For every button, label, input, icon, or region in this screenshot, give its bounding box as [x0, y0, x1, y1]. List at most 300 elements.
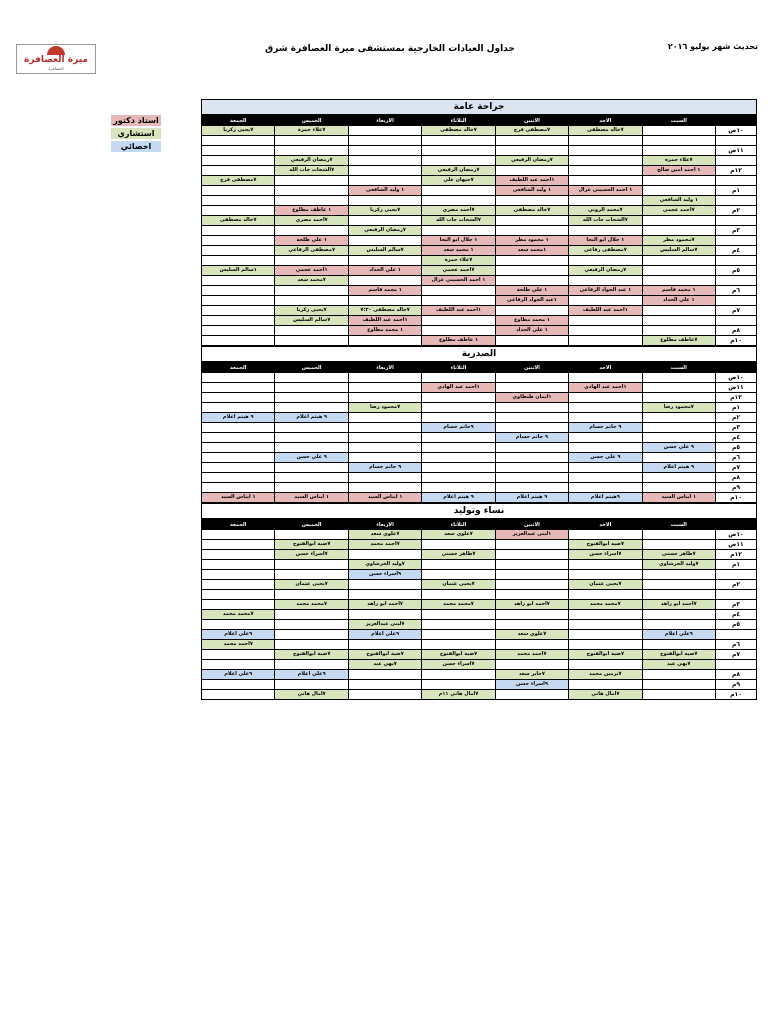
schedule-cell [275, 630, 348, 640]
schedule-cell [569, 156, 642, 166]
schedule-cell [422, 473, 495, 483]
schedule-cell: ٩ هيثم اعلام [202, 413, 275, 423]
logo-emblem-icon [47, 46, 65, 55]
schedule-cell [569, 403, 642, 413]
schedule-cell: ٧جيهان علي [422, 176, 495, 186]
schedule-cell [642, 176, 715, 186]
schedule-cell: ٧امال هاني [275, 690, 348, 700]
schedule-cell: ٧احمد ابو زاهد [642, 600, 715, 610]
schedule-cell [642, 266, 715, 276]
schedule-cell: ١احمد عبد الهادي [422, 383, 495, 393]
schedule-cell: ٧الشحات جاب الله [569, 216, 642, 226]
time-slot: ١٠م [716, 336, 757, 346]
table-row [202, 373, 757, 383]
schedule-cell [569, 146, 642, 156]
schedule-table [201, 115, 757, 346]
schedule-cell: ٧ضية ابوالفتوح [422, 650, 495, 660]
schedule-cell [642, 413, 715, 423]
schedule-cell [202, 680, 275, 690]
schedule-cell: ٧احمد محمد [202, 640, 275, 650]
schedule-cell [275, 286, 348, 296]
time-slot: ١م [716, 403, 757, 413]
schedule-cell: ٧وليد الخرشاوي [348, 560, 421, 570]
schedule-cell [422, 326, 495, 336]
schedule-cell [642, 580, 715, 590]
schedule-cell [642, 146, 715, 156]
schedule-cell [495, 620, 568, 630]
schedule-cell [202, 246, 275, 256]
time-slot: ٢م [716, 206, 757, 216]
schedule-cell [642, 126, 715, 136]
time-slot: ١٢م [716, 393, 757, 403]
schedule-cell [275, 383, 348, 393]
schedule-cell: ٧يحيى زكريا [275, 306, 348, 316]
page-title: جداول العيادات الخارجية بمستشفى ميرة العصافرة شرق [265, 44, 515, 54]
schedule-cell: ٧رمضان الرفيعي [495, 156, 568, 166]
legend-consultant: استشاري [111, 128, 161, 139]
day-header: الخميس [275, 363, 348, 373]
schedule-cell [495, 336, 568, 346]
schedule-cell [569, 276, 642, 286]
schedule-cell [202, 236, 275, 246]
schedule-cell [495, 590, 568, 600]
schedule-cell [275, 423, 348, 433]
schedule-cell [495, 550, 568, 560]
table-row [202, 570, 757, 580]
schedule-cell: ١ ايناس السيد [275, 493, 348, 503]
schedule-cell [275, 570, 348, 580]
schedule-cell [348, 453, 421, 463]
schedule-cell [202, 443, 275, 453]
table-row [202, 246, 757, 256]
schedule-cell: ١ عبد الجواد الرفاعي [569, 286, 642, 296]
schedule-cell: ٩هيثم اعلام [569, 493, 642, 503]
schedule-cell [348, 373, 421, 383]
day-header: الجمعة [202, 520, 275, 530]
table-row [202, 690, 757, 700]
schedule-cell: ٩علي اعلام [202, 630, 275, 640]
schedule-cell: ١ايمان طنطاوي [495, 393, 568, 403]
schedule-cell [275, 256, 348, 266]
schedule-cell [495, 146, 568, 156]
table-row [202, 206, 757, 216]
schedule-cell: ٧مصطفى فرج [202, 176, 275, 186]
schedule-cell: ٧مصطفى الرفاعي [275, 246, 348, 256]
table-row [202, 493, 757, 503]
schedule-cell [569, 630, 642, 640]
schedule-cell [202, 196, 275, 206]
schedule-cell [642, 306, 715, 316]
time-slot: ١١ص [716, 146, 757, 156]
schedule-cell [495, 226, 568, 236]
schedule-cell [569, 296, 642, 306]
schedule-cell: ١ ايناس السيد [642, 493, 715, 503]
time-slot: ١م [716, 186, 757, 196]
schedule-cell: ٩ حاتم حسام [348, 463, 421, 473]
day-header: السبت [642, 363, 715, 373]
time-slot: ٦م [716, 453, 757, 463]
schedule-cell [348, 393, 421, 403]
schedule-cell [202, 580, 275, 590]
table-row [202, 443, 757, 453]
schedule-cell [569, 373, 642, 383]
table-row [202, 453, 757, 463]
schedule-cell [275, 373, 348, 383]
table-row [202, 540, 757, 550]
schedule-cell [569, 413, 642, 423]
time-slot [716, 296, 757, 306]
table-row [202, 680, 757, 690]
schedule-cell: ٩ هيثم اعلام [495, 493, 568, 503]
time-slot [716, 316, 757, 326]
schedule-cell [495, 216, 568, 226]
time-slot: ١٢م [716, 550, 757, 560]
schedule-cell: ١احمد عبد اللطيف [422, 306, 495, 316]
schedule-cell: ٧علاء حمزة [642, 156, 715, 166]
table-row [202, 423, 757, 433]
table-row [202, 610, 757, 620]
time-slot: ١٠ص [716, 126, 757, 136]
time-slot: ١٠م [716, 690, 757, 700]
schedule-cell [495, 266, 568, 276]
schedule-cell [569, 433, 642, 443]
time-slot: ٩م [716, 483, 757, 493]
table-row [202, 236, 757, 246]
schedule-cell [348, 166, 421, 176]
schedule-cell [642, 433, 715, 443]
schedule-cell [569, 196, 642, 206]
schedule-cell [422, 316, 495, 326]
schedule-cell: ١ علي الحداد [495, 326, 568, 336]
schedule-cell [642, 393, 715, 403]
schedule-cell: ٧علوي سعد [422, 530, 495, 540]
time-slot: ٨م [716, 670, 757, 680]
time-slot: ١١ص [716, 540, 757, 550]
schedule-cell: ٧محمد محمد [569, 600, 642, 610]
schedule-cell [569, 463, 642, 473]
table-row [202, 196, 757, 206]
time-header [716, 520, 757, 530]
schedule-cell [202, 473, 275, 483]
schedule-cell [202, 453, 275, 463]
schedule-cell [202, 186, 275, 196]
schedule-cell [422, 136, 495, 146]
schedule-cell: ٧رمضان الرفيعي [275, 156, 348, 166]
schedule-cell [642, 620, 715, 630]
schedule-cell [495, 580, 568, 590]
schedule-cell [422, 640, 495, 650]
schedule-cell: ٧نرمين محمد [569, 670, 642, 680]
schedule-cell: ٩ علي حسن [569, 453, 642, 463]
schedule-cell: ٧علاء حمزة [275, 126, 348, 136]
schedule-cell: ٧وليد الخرشاوي [642, 560, 715, 570]
time-slot: ١م [716, 560, 757, 570]
schedule-cell: ٧ضية ابوالفتوح [275, 650, 348, 660]
schedule-cell: ٧احمد مصري [422, 206, 495, 216]
schedule-cell [642, 530, 715, 540]
schedule-cell: ٩ هيثم اعلام [275, 413, 348, 423]
schedule-cell [275, 590, 348, 600]
schedule-cell [422, 540, 495, 550]
table-row [202, 276, 757, 286]
schedule-cell: ٧يحيى عثمان [569, 580, 642, 590]
schedule-cell [275, 560, 348, 570]
schedule-cell: ١احمد عبد اللطيف [348, 316, 421, 326]
schedule-cell [348, 146, 421, 156]
time-slot: ١٢م [716, 166, 757, 176]
schedule-cell [348, 336, 421, 346]
schedule-cell [642, 216, 715, 226]
schedule-cell: ٧طاهر حسني [642, 550, 715, 560]
time-slot: ٨م [716, 326, 757, 336]
schedule-cell [642, 383, 715, 393]
schedule-cell [275, 640, 348, 650]
schedule-cell [275, 136, 348, 146]
time-slot: ٧م [716, 650, 757, 660]
schedule-cell: ٧سالم السليس [642, 246, 715, 256]
schedule-cell: ٩ هيثم اعلام [642, 463, 715, 473]
schedule-cell [495, 413, 568, 423]
schedule-cell: ٧اسراء حسن [422, 660, 495, 670]
schedule-cell [642, 186, 715, 196]
schedule-cell [348, 256, 421, 266]
schedule-cell: ٧محمود رضا [642, 403, 715, 413]
schedule-cell [642, 316, 715, 326]
schedule-cell: ٧رمضان الرفيعي [348, 226, 421, 236]
schedule-cell [348, 590, 421, 600]
time-slot [716, 590, 757, 600]
schedule-cell: ١ وليد الشافعي [348, 186, 421, 196]
schedule-cell [569, 680, 642, 690]
time-slot: ٢م [716, 580, 757, 590]
schedule-cell [275, 610, 348, 620]
time-slot: ٤م [716, 433, 757, 443]
schedule-cell [202, 540, 275, 550]
schedule-cell [275, 433, 348, 443]
table-row [202, 266, 757, 276]
day-header: الجمعة [202, 116, 275, 126]
schedule-cell: ١ جلال ابو النجا [569, 236, 642, 246]
time-slot: ٣م [716, 226, 757, 236]
schedule-cell [642, 540, 715, 550]
schedule-cell [275, 196, 348, 206]
schedule-cell [348, 443, 421, 453]
schedule-cell: ٩علي اعلام [642, 630, 715, 640]
schedule-cell: ١احمد عبد اللطيف [569, 306, 642, 316]
schedule-cell [202, 206, 275, 216]
table-row [202, 630, 757, 640]
schedule-cell [348, 176, 421, 186]
schedule-cell: ٧يحيى عثمان [275, 580, 348, 590]
schedule-cell: ٧علوي سعد [495, 630, 568, 640]
schedule-cell [202, 383, 275, 393]
day-header: الاثنين [495, 116, 568, 126]
schedule-cell [422, 373, 495, 383]
day-header: الاربعاء [348, 116, 421, 126]
schedule-cell [495, 483, 568, 493]
schedule-cell: ٧الشحات جاب الله [422, 216, 495, 226]
schedule-cell: ١ محمود مطر [495, 236, 568, 246]
table-row [202, 403, 757, 413]
schedule-cell [202, 286, 275, 296]
schedule-cell [422, 630, 495, 640]
schedule-cell [495, 453, 568, 463]
schedule-cell [642, 690, 715, 700]
schedule-cell [569, 226, 642, 236]
schedule-cell [202, 296, 275, 306]
schedule-cell [569, 640, 642, 650]
schedule-cell [275, 620, 348, 630]
schedule-cell: ٧سالم السليس [275, 316, 348, 326]
schedule-cell [348, 483, 421, 493]
schedule-cell: ٧ضية ابوالفتوح [348, 650, 421, 660]
schedule-cell [275, 660, 348, 670]
schedule-cell: ٩حاتم حسام [422, 423, 495, 433]
schedule-cell [569, 473, 642, 483]
time-slot [716, 216, 757, 226]
color-legend [111, 115, 161, 154]
schedule-cell: ٧عاطف مطلوع [642, 336, 715, 346]
schedule-cell [495, 276, 568, 286]
legend-professor: استاذ دكتور [111, 115, 161, 126]
time-slot: ١٠م [716, 493, 757, 503]
time-slot [716, 136, 757, 146]
schedule-cell [202, 530, 275, 540]
schedule-cell [202, 433, 275, 443]
schedule-cell [348, 690, 421, 700]
table-row [202, 560, 757, 570]
schedule-cell [495, 660, 568, 670]
schedule-cell [275, 443, 348, 453]
schedule-cell [569, 560, 642, 570]
table-row [202, 306, 757, 316]
schedule-cell [202, 373, 275, 383]
table-row [202, 660, 757, 670]
day-header: الخميس [275, 520, 348, 530]
schedule-cell [275, 463, 348, 473]
schedule-cell: ٧خالد مصطفى [422, 126, 495, 136]
schedule-cell [569, 316, 642, 326]
schedule-cell: ٧رمضان الرفيعي [569, 266, 642, 276]
schedule-cell [275, 186, 348, 196]
schedule-cell: ١محمد سعد [495, 246, 568, 256]
table-row [202, 296, 757, 306]
schedule-cell [569, 610, 642, 620]
time-header [716, 363, 757, 373]
schedule-cell: ٧جابر سعد [495, 670, 568, 680]
day-header: الثلاثاء [422, 116, 495, 126]
schedule-cell [202, 316, 275, 326]
schedule-cell: ٧احمد عجمي [642, 206, 715, 216]
schedule-cell: ٧احمد عجمي [422, 266, 495, 276]
schedule-cell [422, 433, 495, 443]
schedule-cell: ٧رمضان الرفيعي [422, 166, 495, 176]
schedule-cell [275, 393, 348, 403]
day-header: الاربعاء [348, 520, 421, 530]
schedule-cell: ٧ضية ابوالفتوح [642, 650, 715, 660]
schedule-cell [642, 473, 715, 483]
schedule-cell [569, 620, 642, 630]
section-title: نساء وتوليد [201, 503, 757, 519]
schedule-cell [422, 196, 495, 206]
schedule-cell [348, 216, 421, 226]
schedule-cell [569, 176, 642, 186]
schedule-cell [202, 650, 275, 660]
schedule-cell [569, 136, 642, 146]
legend-specialist: اخصائي [111, 141, 161, 152]
schedule-cell [422, 680, 495, 690]
time-slot: ٦م [716, 640, 757, 650]
schedule-cell [642, 670, 715, 680]
schedule-cell [642, 373, 715, 383]
schedule-cell [569, 570, 642, 580]
schedule-cell: ١ محمد قاسم [348, 286, 421, 296]
time-header [716, 116, 757, 126]
table-row [202, 580, 757, 590]
schedule-cell [569, 166, 642, 176]
schedule-cell [348, 126, 421, 136]
schedule-cell [642, 640, 715, 650]
schedule-cell: ٩ حاتم حسام [495, 433, 568, 443]
schedule-cell: ١ عاطف مطلوع [275, 206, 348, 216]
day-header: السبت [642, 520, 715, 530]
logo-subtitle: العصافرة [48, 66, 64, 71]
schedule-cell [495, 560, 568, 570]
schedule-cell [422, 443, 495, 453]
schedule-cell [642, 136, 715, 146]
schedule-cell: ١ علي طلحة [495, 286, 568, 296]
schedule-cell [495, 473, 568, 483]
time-slot: ٣م [716, 600, 757, 610]
schedule-cell [422, 670, 495, 680]
schedule-cell [422, 560, 495, 570]
table-row [202, 226, 757, 236]
schedule-cell [422, 610, 495, 620]
schedule-cell [202, 550, 275, 560]
schedule-cell [495, 570, 568, 580]
schedule-cell [348, 276, 421, 286]
schedule-cell [495, 443, 568, 453]
schedule-cell [202, 690, 275, 700]
schedule-cell: ٩ علي حسن [642, 443, 715, 453]
schedule-cell [495, 306, 568, 316]
schedule-cell [202, 156, 275, 166]
schedule-cell [202, 276, 275, 286]
schedule-cell [642, 326, 715, 336]
time-slot: ٣م [716, 423, 757, 433]
time-slot: ٤م [716, 246, 757, 256]
schedule-cell [275, 336, 348, 346]
schedule-cell [642, 423, 715, 433]
schedule-cell [422, 590, 495, 600]
schedule-cell [495, 403, 568, 413]
table-row [202, 336, 757, 346]
schedule-cell [275, 680, 348, 690]
schedule-cell [275, 146, 348, 156]
time-slot [716, 156, 757, 166]
schedule-cell [422, 463, 495, 473]
schedule-cell [202, 560, 275, 570]
schedule-cell: ١ محمد قاسم [642, 286, 715, 296]
schedule-cell: ١ احمد امين صالح [642, 166, 715, 176]
time-slot [716, 660, 757, 670]
schedule-cell: ١ علي طلحة [275, 236, 348, 246]
schedule-cell: ١ ايناس السيد [202, 493, 275, 503]
schedule-cell: ٧خالد مصطفى ٧:٣٠ [348, 306, 421, 316]
table-row [202, 256, 757, 266]
schedule-cell [348, 433, 421, 443]
table-row [202, 650, 757, 660]
